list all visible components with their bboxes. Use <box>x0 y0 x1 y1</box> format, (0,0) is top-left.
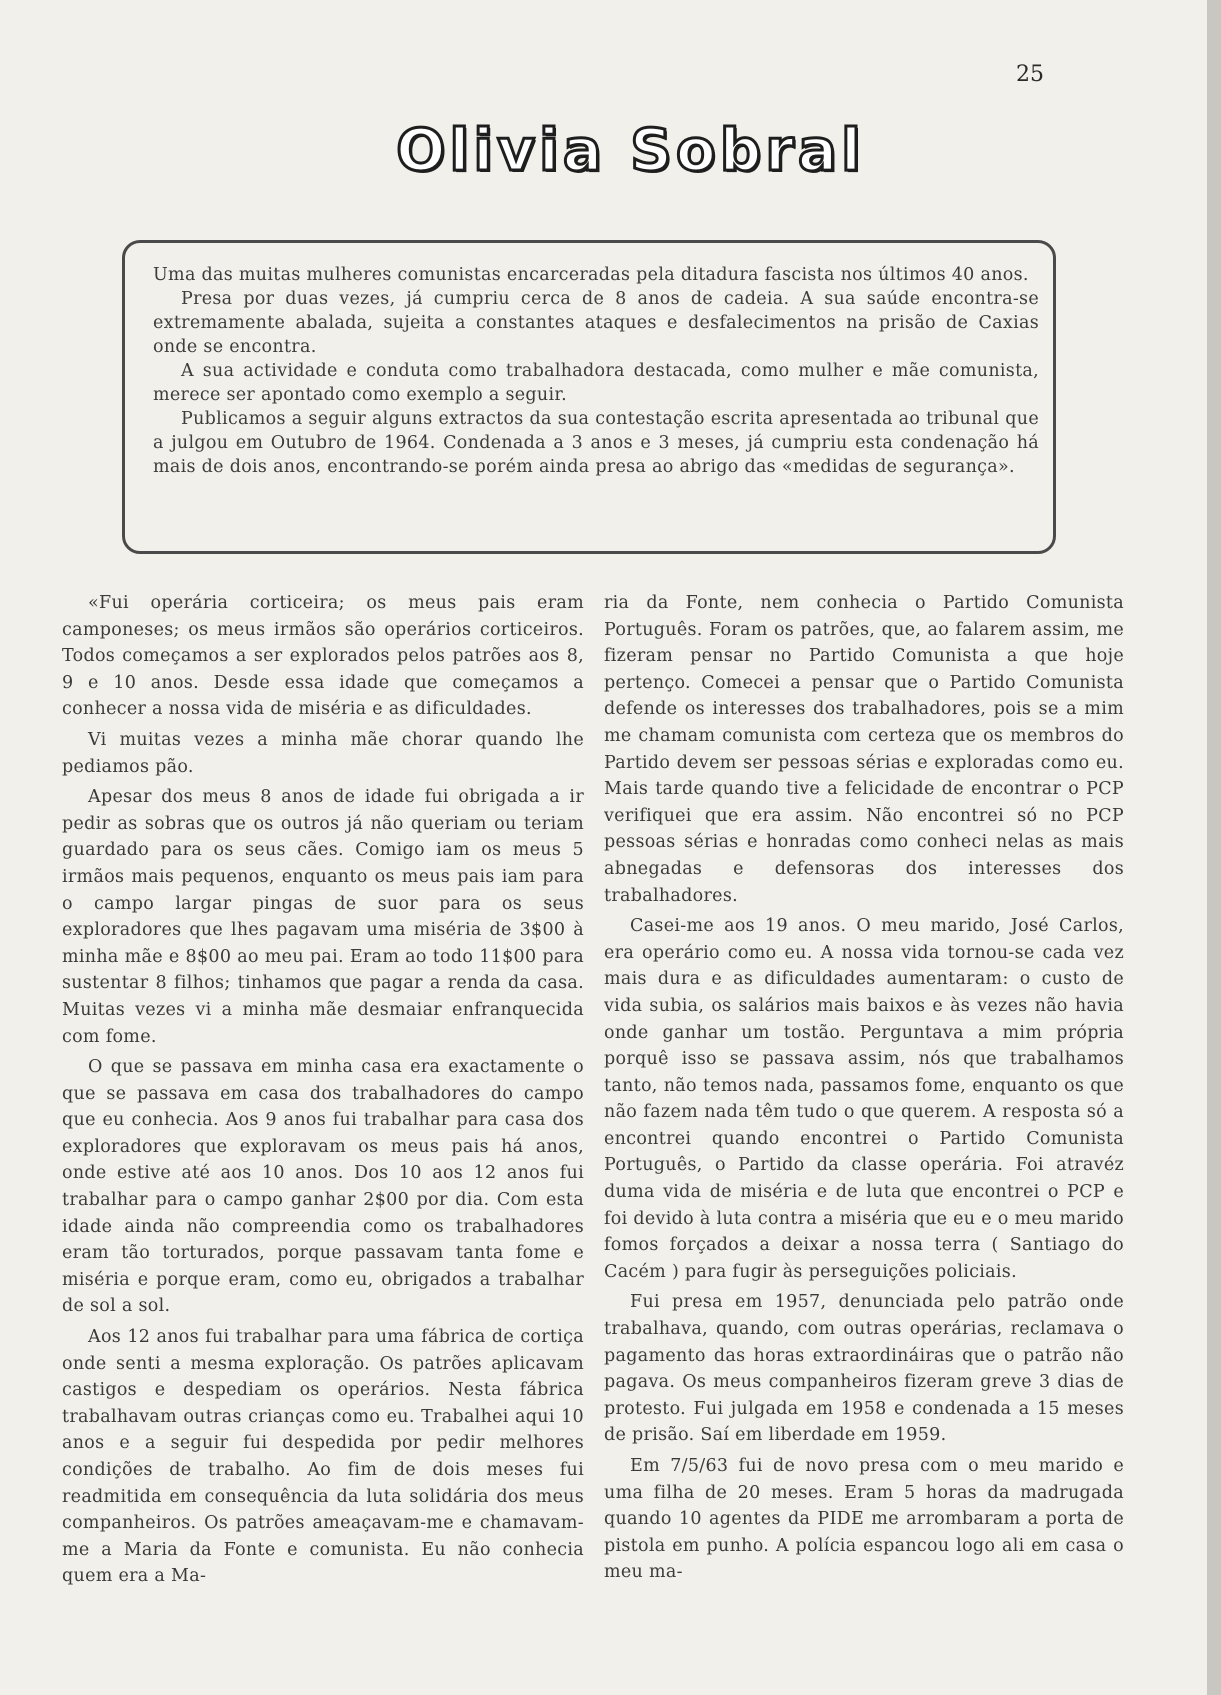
intro-paragraph: A sua actividade e conduta como trabalhadora destacada, como mulher e mãe comunista, merece ser apontado como exemplo a seguir. <box>153 361 1039 405</box>
right-column <box>604 590 1124 1590</box>
body-paragraph: Aos 12 anos fui trabalhar para uma fábrica de cortiça onde senti a mesma exploração. Os patrões aplicavam castigos e despediam os operários. Nesta fábrica trabalhavam outras crianças como eu. Trabalhei aqui 10 anos e a seguir fui despedida por pedir melhores condições de trabalho. Ao fim de dois meses fui readmitida em consequência da luta solidária dos meus companheiros. Os patrões ameaçavam-me e chamavam-me a Maria da Fonte e comunista. Eu não conhecia quem era a Ma- <box>62 1327 584 1587</box>
body-paragraph: O que se passava em minha casa era exactamente o que se passava em casa dos trabalhadores do campo que eu conhecia. Aos 9 anos fui trabalhar para casa dos exploradores que exploravam os meus pais há anos, onde estive até aos 10 anos. Dos 10 aos 12 anos fui trabalhar para o campo ganhar 2$00 por dia. Com esta idade ainda não compreendia como os trabalhadores eram tão torturados, porque passavam tanta fome e miséria e porque eram, como eu, obrigados a trabalhar de sol a sol. <box>62 1057 584 1317</box>
body-paragraph: Em 7/5/63 fui de novo presa com o meu marido e uma filha de 20 meses. Eram 5 horas da madrugada quando 10 agentes da PIDE me arrombaram a porta de pistola em punho. A polícia espancou logo ali em casa o meu ma- <box>604 1456 1124 1583</box>
page-edge-shadow <box>1207 0 1221 1695</box>
body-paragraph: ria da Fonte, nem conhecia o Partido Comunista Português. Foram os patrões, que, ao falarem assim, me fizeram pensar no Partido Comunista a que hoje pertenço. Comecei a pensar que o Partido Comunista defende os interesses dos trabalhadores, pois se a mim me chamam comunista com certeza que os membros do Partido devem ser pessoas sérias e exploradas como eu. Mais tarde quando tive a felicidade de encontrar o PCP verifiquei que era assim. Não encontrei só no PCP pessoas sérias e honradas como conheci nelas as mais abnegadas e defensoras dos interesses dos trabalhadores. <box>604 593 1124 906</box>
page-number: 25 <box>1016 62 1044 87</box>
intro-paragraph: Publicamos a seguir alguns extractos da sua contestação escrita apresentada ao tribunal que a julgou em Outubro de 1964. Condenada a 3 anos e 3 meses, já cumpriu esta condenação há mais de dois anos, encontrando-se porém ainda presa ao abrigo das «medidas de segurança». <box>153 409 1039 477</box>
body-paragraph: «Fui operária corticeira; os meus pais eram camponeses; os meus irmãos são operários corticeiros. Todos começamos a ser explorados pelos patrões aos 8, 9 e 10 anos. Desde essa idade que começamos a conhecer a nossa vida de miséria e as dificuldades. <box>62 593 584 720</box>
intro-paragraph: Uma das muitas mulheres comunistas encarceradas pela ditadura fascista nos últimos 40 anos. <box>153 265 1029 285</box>
body-paragraph: Casei-me aos 19 anos. O meu marido, José Carlos, era operário como eu. A nossa vida tornou-se cada vez mais dura e as dificuldades aumentaram: o custo de vida subia, os salários mais baixos e às vezes não havia onde ganhar um tostão. Perguntava a mim própria porquê isso se passava assim, nós que trabalhamos tanto, não temos nada, passamos fome, enquanto os que não fazem nada têm tudo o que querem. A resposta só a encontrei quando encontrei o Partido Comunista Português, o Partido da classe operária. Foi atravéz duma vida de miséria e de luta que encontrei o PCP e foi devido à luta contra a miséria que eu e o meu marido fomos forçados a deixar a nossa terra ( Santiago do Cacém ) para fugir às perseguições policiais. <box>604 916 1124 1282</box>
body-paragraph: Apesar dos meus 8 anos de idade fui obrigada a ir pedir as sobras que os outros já não queriam ou teriam guardado para os seus cães. Comigo iam os meus 5 irmãos mais pequenos, enquanto os meus pais iam para o campo largar pingas de suor para os seus exploradores que lhes pagavam uma miséria de 3$00 à minha mãe e 8$00 ao meu pai. Eram ao todo 11$00 para sustentar 8 filhos; tinhamos que pagar a renda da casa. Muitas vezes vi a minha mãe desmaiar enfranquecida com fome. <box>62 787 584 1047</box>
intro-paragraph: Presa por duas vezes, já cumpriu cerca de 8 anos de cadeia. A sua saúde encontra-se extremamente abalada, sujeita a constantes ataques e desfalecimentos na prisão de Caxias onde se encontra. <box>153 289 1039 357</box>
body-paragraph: Vi muitas vezes a minha mãe chorar quando lhe pediamos pão. <box>62 729 584 777</box>
intro-box <box>122 240 1056 554</box>
left-column <box>62 590 584 1594</box>
article-title: Olivia Sobral <box>396 116 865 184</box>
body-paragraph: Fui presa em 1957, denunciada pelo patrão onde trabalhava, quando, com outras operárias, reclamava o pagamento das horas extraordináiras que o patrão não pagava. Os meus companheiros fizeram greve 3 dias de protesto. Fui julgada em 1958 e condenada a 15 meses de prisão. Saí em liberdade em 1959. <box>604 1292 1124 1446</box>
